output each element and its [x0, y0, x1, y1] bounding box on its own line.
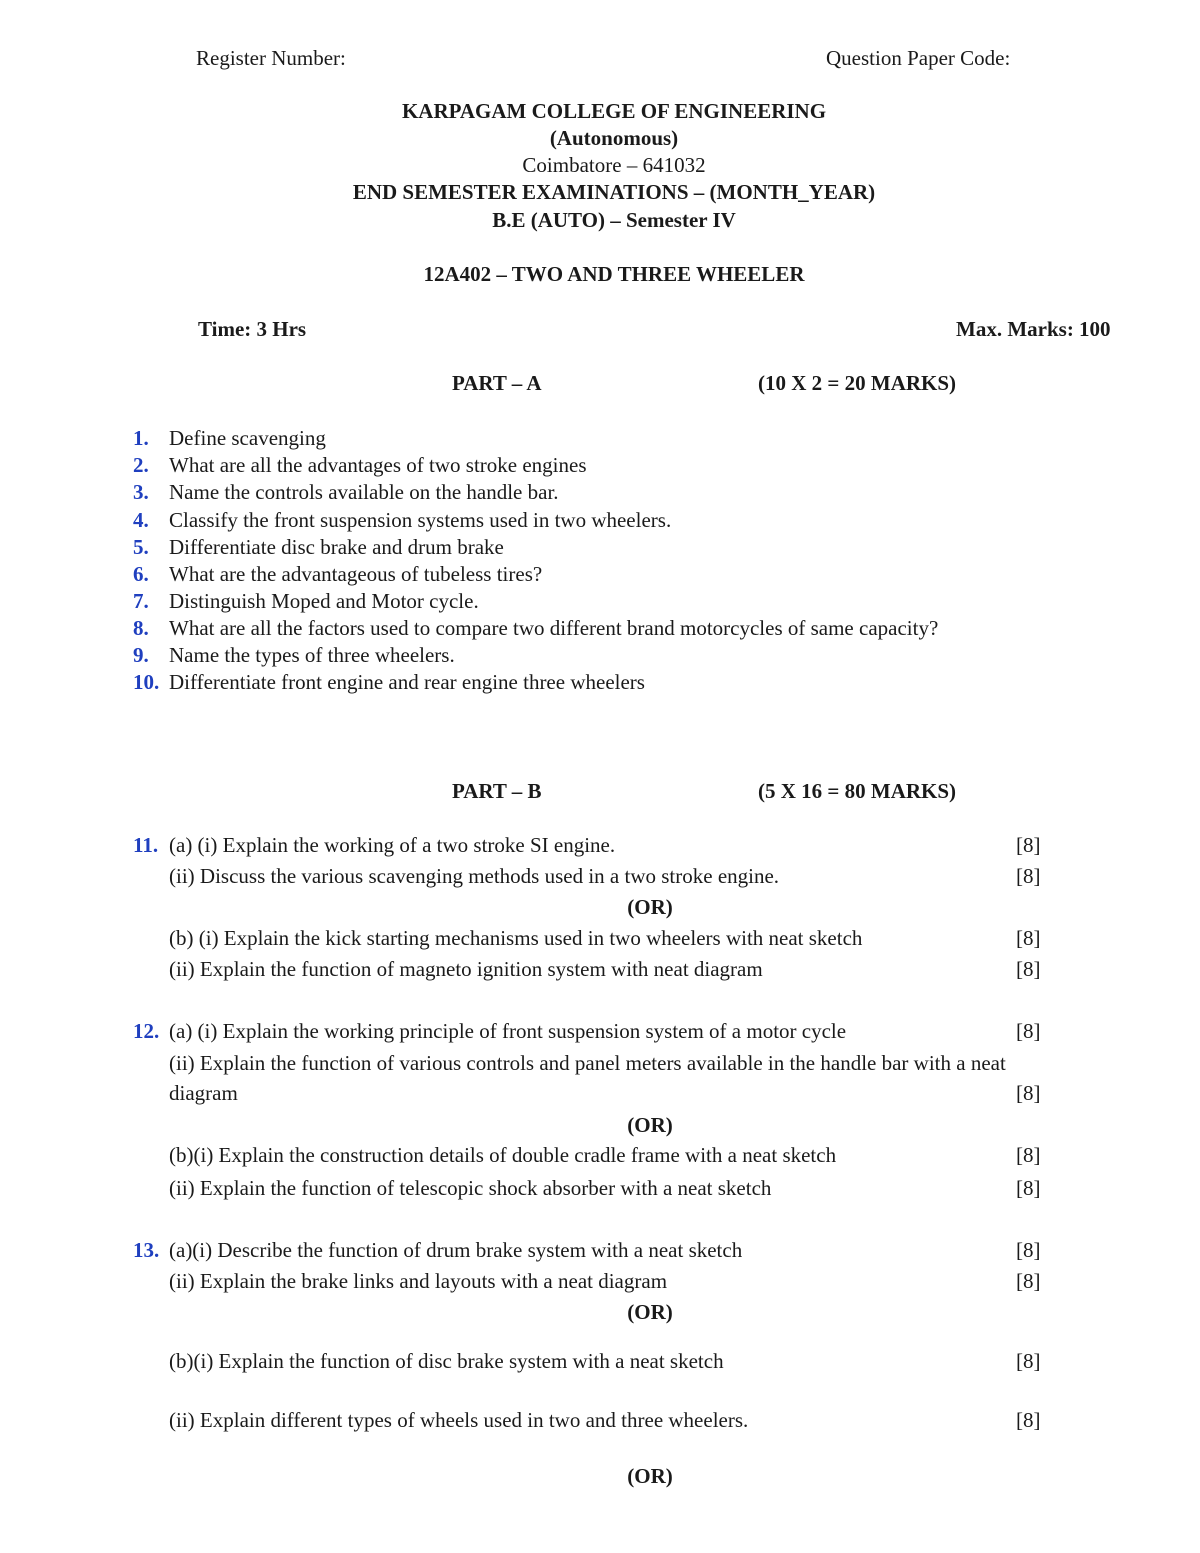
autonomous-label: (Autonomous) [549, 126, 679, 150]
marks-label: [8] [1016, 1349, 1041, 1373]
question-part: (ii) Explain the function of magneto ignition system with neat diagram [169, 957, 763, 981]
max-marks: Max. Marks: 100 [956, 317, 1111, 341]
question-part: (a) (i) Explain the working principle of front suspension system of a motor cycle [169, 1019, 847, 1043]
question-number: 11. [133, 833, 159, 857]
marks-label: [8] [1016, 1176, 1041, 1200]
question-part-continued: diagram [169, 1081, 238, 1105]
college-city: Coimbatore – 641032 [522, 153, 706, 177]
question-part: (ii) Discuss the various scavenging methods used in a two stroke engine. [169, 864, 780, 888]
part-a-marks: (10 X 2 = 20 MARKS) [758, 371, 957, 395]
question-part: (b) (i) Explain the kick starting mechanisms used in two wheelers with neat sketch [169, 926, 863, 950]
question-part: (b)(i) Explain the construction details of double cradle frame with a neat sketch [169, 1143, 837, 1167]
question-part: (a)(i) Describe the function of drum brake system with a neat sketch [169, 1238, 743, 1262]
question-number: 13. [133, 1238, 160, 1262]
marks-label: [8] [1016, 1019, 1041, 1043]
list-item: 5. Differentiate disc brake and drum brake [133, 535, 504, 559]
exam-time: Time: 3 Hrs [198, 317, 307, 341]
exam-title: END SEMESTER EXAMINATIONS – (MONTH_YEAR) [352, 180, 876, 204]
marks-label: [8] [1016, 833, 1041, 857]
list-item: 10. Differentiate front engine and rear engine three wheelers [133, 670, 645, 694]
list-item: 8. What are all the factors used to compare two different brand motorcycles of same capacity? [133, 616, 939, 640]
question-part: (ii) Explain the function of various controls and panel meters available in the handle bar with a neat [169, 1051, 1006, 1075]
or-label: (OR) [627, 1113, 673, 1137]
college-name: KARPAGAM COLLEGE OF ENGINEERING [401, 99, 827, 123]
marks-label: [8] [1016, 1269, 1041, 1293]
question-part: (b)(i) Explain the function of disc brake system with a neat sketch [169, 1349, 724, 1373]
question-paper-code-label: Question Paper Code: [826, 46, 1011, 70]
course-title: 12A402 – TWO AND THREE WHEELER [423, 262, 805, 286]
part-a-title: PART – A [452, 371, 542, 395]
list-item: 2. What are all the advantages of two stroke engines [133, 453, 587, 477]
or-label: (OR) [627, 1464, 673, 1488]
part-b-marks: (5 X 16 = 80 MARKS) [758, 779, 957, 803]
question-part: (ii) Explain the function of telescopic shock absorber with a neat sketch [169, 1176, 772, 1200]
list-item: 6. What are the advantageous of tubeless tires? [133, 562, 543, 586]
marks-label: [8] [1016, 1408, 1041, 1432]
or-label: (OR) [627, 1300, 673, 1324]
part-b-title: PART – B [452, 779, 542, 803]
question-part: (ii) Explain the brake links and layouts with a neat diagram [169, 1269, 668, 1293]
marks-label: [8] [1016, 957, 1041, 981]
marks-label: [8] [1016, 1238, 1041, 1262]
list-item: 9. Name the types of three wheelers. [133, 643, 455, 667]
list-item: 1. Define scavenging [133, 426, 326, 450]
marks-label: [8] [1016, 1143, 1041, 1167]
question-part: (a) (i) Explain the working of a two stroke SI engine. [169, 833, 616, 857]
question-number: 12. [133, 1019, 160, 1043]
register-number-label: Register Number: [196, 46, 346, 70]
list-item: 4. Classify the front suspension systems used in two wheelers. [133, 508, 672, 532]
marks-label: [8] [1016, 1081, 1041, 1105]
list-item: 3. Name the controls available on the handle bar. [133, 480, 559, 504]
marks-label: [8] [1016, 926, 1041, 950]
question-part: (ii) Explain different types of wheels used in two and three wheelers. [169, 1408, 749, 1432]
marks-label: [8] [1016, 864, 1041, 888]
list-item: 7. Distinguish Moped and Motor cycle. [133, 589, 479, 613]
or-label: (OR) [627, 895, 673, 919]
programme-semester: B.E (AUTO) – Semester IV [492, 208, 736, 232]
